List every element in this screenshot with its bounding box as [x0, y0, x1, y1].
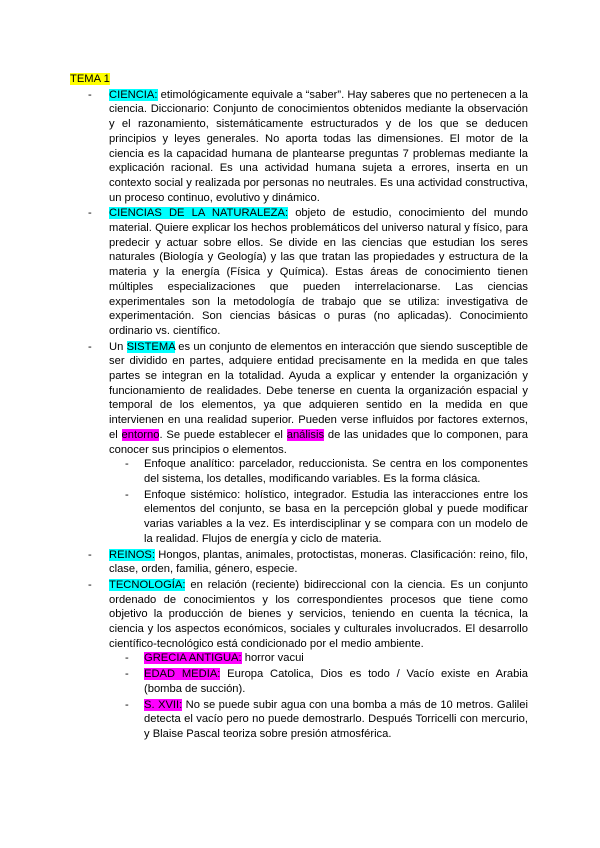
sub-item-sistemico: - Enfoque sistémico: holístico, integrador. Estudia las interacciones entre los elementos del conjunto, se basa en la percepción global y puede modificar varias variables a la vez. Es interdisciplinar y se compara con un modelo de la realidad. Flujos de energía y ciclo de materia. [144, 488, 528, 547]
definition-text: etimológicamente equivale a “saber”. Hay saberes que no pertenecen a la ciencia. Diccionario: Conjunto de conocimientos obtenidos mediante la observación y el razonamiento, sistemáticamente estructurados y de los que se deducen principios y leyes generales. No aporta todas las dimensiones. El motor de la ciencia es la capacidad humana de plantearse preguntas 7 problemas mediante la explicación racional. Es una actividad humana sujeta a errores, inserta en un contexto social y realizada por personas no neutrales. Es una actividad constructiva, un proceso continuo, evolutivo y dinámico. [109, 88, 528, 204]
definition-text: No se puede subir agua con una bomba a más de 10 metros. Galilei detecta el vacío pero no puede demostrarlo. Después Torricelli con mercurio, y Blaise Pascal teoriza sobre presión atmosférica. [144, 698, 529, 740]
term-highlight: TECNOLOGÍA: [109, 578, 186, 591]
term-highlight: CIENCIAS DE LA NATURALEZA: [109, 207, 289, 220]
definition-text: Hongos, plantas, animales, protoctistas, moneras. Clasificación: reino, filo, clase, orden, familia, género, especie. [109, 548, 528, 576]
list-item-tecnologia [109, 578, 528, 742]
term-highlight: GRECIA ANTIGUA: [144, 652, 242, 665]
definition-text: en relación (reciente) bidireccional con la ciencia. Es un conjunto ordenado de conocimientos y los correspondientes procesos que tiene como objetivo la producción de bienes y servicios, teniendo en cuenta la técnica, la ciencia y los aspectos económicos, sociales y culturales involucrados. El desarrollo científico-tecnológico está condicionado por el medio ambiente. [109, 578, 528, 650]
term-highlight: SISTEMA [126, 340, 176, 353]
term-highlight-entorno: entorno [121, 428, 160, 441]
list-item-ciencia [109, 88, 528, 206]
document-title: TEMA 1 [70, 73, 110, 85]
list-item-ciencias-naturaleza [109, 206, 528, 338]
sub-item-analitico: - Enfoque analítico: parcelador, reduccionista. Se centra en los componentes del sistema, los detalles, modificando variables. Es la forma clásica. [144, 457, 528, 486]
definition-text: objeto de estudio, conocimiento del mundo material. Quiere explicar los hechos problemáticos del universo natural y físico, para predecir y actuar sobre ellos. Se divide en las ciencias que estudian los seres naturales (Biología y Geología) y las que tratan las propiedades y estructura de la materia y la energía (Física y Química). Estas áreas de conocimiento tienen múltiples especializaciones que pueden interrelacionarse. Las ciencias experimentales son la metodología de trabajo que se utiliza: investigativa de experimentación. Son ciencias básicas o puras (no aplicadas). Conocimiento ordinario vs. científico. [109, 207, 528, 337]
sub-list [109, 651, 528, 741]
definition-text: Europa Catolica, Dios es todo / Vacío existe en Arabia (bomba de succión). [144, 668, 528, 695]
sub-item-grecia [144, 651, 528, 666]
definition-text: horror vacui [241, 652, 304, 665]
sub-item-edad-media [144, 667, 528, 696]
term-highlight: REINOS: [109, 548, 156, 561]
sub-list [109, 457, 528, 546]
sub-item-s-xvii [144, 698, 528, 742]
list-item-sistema [109, 340, 528, 547]
document-page [70, 72, 528, 743]
term-highlight: S. XVII: [144, 698, 183, 711]
term-highlight: CIENCIA: [109, 88, 158, 101]
term-highlight: EDAD MEDIA: [144, 668, 221, 681]
term-highlight-analisis: análisis [286, 428, 325, 441]
definition-text: Un [109, 340, 127, 353]
definition-text: es un conjunto de elementos en interacción que siendo susceptible de ser dividido en partes, adquiere entidad precisamente en la medida en que tales partes se integran en la totalidad. Ayuda a explicar y entender la organización y funcionamiento de realidades. Debe tenerse en cuenta la organización espacial y temporal de los elementos, ya que adquieren sentido en la medida en que intervienen en una realidad superior. Pueden verse influidos por factores externos, el [109, 340, 528, 441]
definition-text: de las unidades que lo componen, para conocer sus principios o elementos. [109, 428, 528, 456]
topic-list [70, 88, 528, 742]
definition-text: . Se puede establecer el [159, 428, 287, 441]
list-item-reinos [109, 548, 528, 577]
